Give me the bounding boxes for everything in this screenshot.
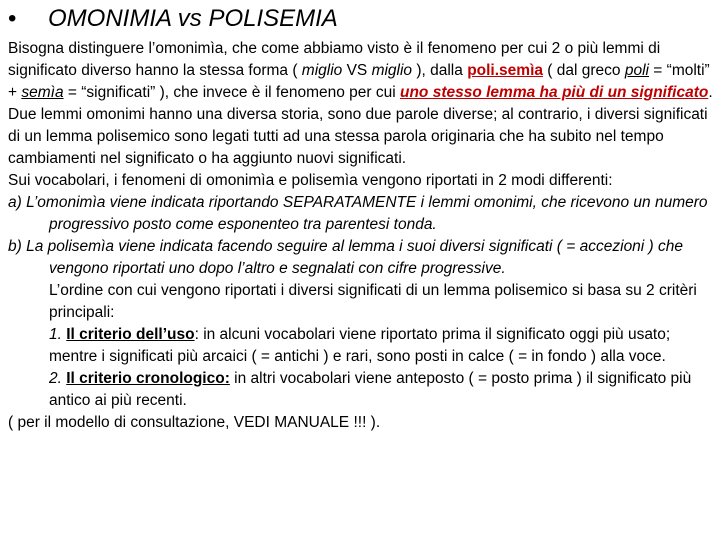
term-polisemia: poli.semìa <box>467 62 543 79</box>
item-a: a) L’omonimìa viene indicata riportando SEPARATAMENTE i lemmi omonimi, che ricevono un numero progressivo posto come esponenteo tra parentesi tonda. <box>8 194 708 233</box>
text-run: ), dalla <box>412 62 468 79</box>
etymology-semia: semìa <box>21 84 64 101</box>
text-run: . <box>708 84 713 101</box>
criterion-label: Il criterio dell’uso <box>66 326 195 343</box>
text-run: = “significati” ), che invece è il fenomeno per cui <box>63 84 400 101</box>
etymology-poli: poli <box>624 62 649 79</box>
criterion-number: 1. <box>49 326 67 343</box>
paragraph-footer: ( per il modello di consultazione, VEDI MANUALE !!! ). <box>8 414 381 431</box>
text-run: Bisogna distinguere l’omonimìa, che come abbiamo visto è il fenomeno per cui 2 o più lemmi di significato diverso hanno la stessa forma ( <box>8 40 661 79</box>
text-run: ( dal greco <box>543 62 625 79</box>
criterion-text: in altri vocabolari viene anteposto ( = posto prima ) il significato più antico ai più recenti. <box>49 370 692 409</box>
slide-body <box>8 38 714 434</box>
criterion-chronological <box>8 368 714 412</box>
text-run: VS <box>342 62 372 79</box>
paragraph-history: Due lemmi omonimi hanno una diversa storia, sono due parole diverse; al contrario, i diversi significati di un lemma polisemico sono legati tutti ad una stessa parola originaria che ha subito nel tempo cambiamenti nel significato o ha aggiunto nuovi significati. <box>8 106 708 167</box>
paragraph-order: L’ordine con cui vengono riportati i diversi significati di un lemma polisemico si basa su 2 critèri principali: <box>49 282 697 321</box>
criterion-usage <box>8 324 714 368</box>
definition-highlight: uno stesso lemma ha più di un significato <box>400 84 709 101</box>
title-text: OMONIMIA vs POLISEMIA <box>48 5 338 32</box>
criterion-label: Il criterio cronologico: <box>66 370 230 387</box>
slide-title <box>8 4 338 34</box>
paragraph-intro <box>8 38 714 104</box>
paragraph-dictionaries: Sui vocabolari, i fenomeni di omonimìa e polisemìa vengono riportati in 2 modi differenti: <box>8 172 613 189</box>
text-run: = “molti” + <box>8 62 710 101</box>
example-word: miglio <box>301 62 343 79</box>
item-b: b) La polisemìa viene indicata facendo seguire al lemma i suoi diversi significati ( = accezioni ) che vengono riportati uno dopo l’altro e segnalati con cifre progressive. <box>8 238 684 277</box>
title-bullet: • <box>8 5 17 32</box>
criterion-number: 2. <box>49 370 67 387</box>
criterion-text: : in alcuni vocabolari viene riportato prima il significato oggi più usato; mentre i significati più arcaici ( = antichi ) e rari, sono posti in calce ( = in fondo ) alla voce. <box>49 326 671 365</box>
example-word: miglio <box>371 62 413 79</box>
